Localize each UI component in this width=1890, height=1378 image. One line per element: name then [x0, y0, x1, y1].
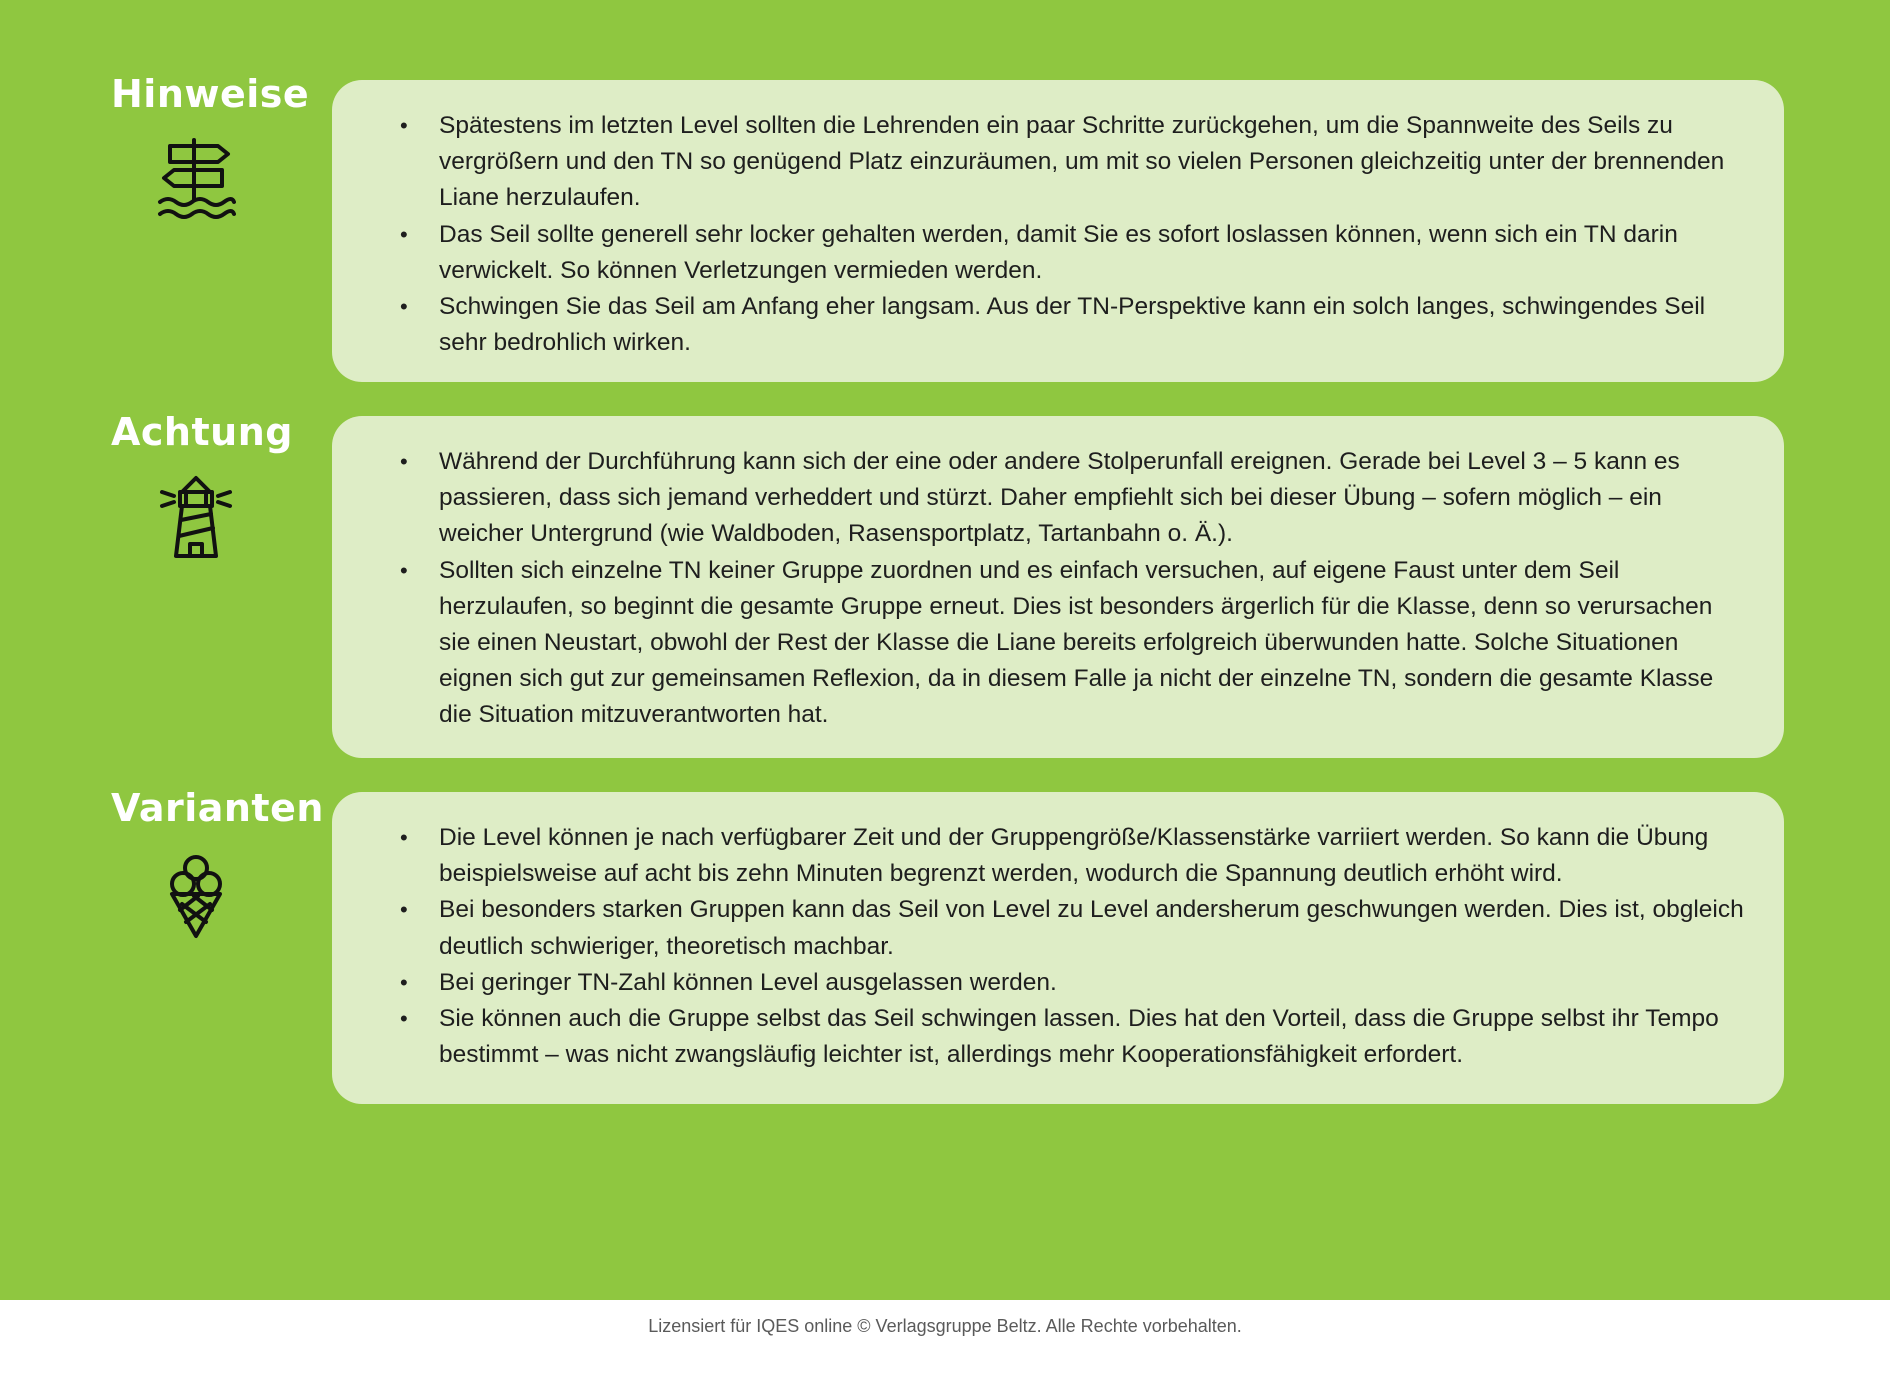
bullet: •: [400, 449, 408, 474]
list-item: • Bei besonders starken Gruppen kann das Seil von Level zu Level andersherum geschwungen werden. Dies ist, obgleich deutlich schwieriger, theoretisch machbar.: [368, 892, 1744, 964]
bullet: •: [400, 294, 408, 320]
bullet: •: [400, 221, 408, 247]
list-item: • Sie können auch die Gruppe selbst das Seil schwingen lassen. Dies hat den Vorteil, dass die Gruppe selbst ihr Tempo bestimmt – was nicht zwangsläufig leichter ist, allerdings mehr Kooperationsfähigkeit erfordert.: [368, 1001, 1744, 1073]
hinweise-box: [332, 80, 1784, 382]
signpost-icon: [156, 136, 236, 224]
list-item: • Spätestens im letzten Level sollten die Lehrenden ein paar Schritte zurückgehen, um die Spannweite des Seils zu vergrößern und den TN so genügend Platz einzuräumen, um mit so vielen Personen gleichzeitig unter der brennenden Liane herzulaufen.: [368, 108, 1744, 217]
bullet: •: [400, 557, 408, 583]
section-title-achtung: Achtung: [111, 410, 293, 454]
varianten-box: [332, 792, 1784, 1104]
hinweise-list: [368, 108, 1744, 361]
list-item: • Das Seil sollte generell sehr locker gehalten werden, damit Sie es sofort loslassen können, wenn sich ein TN darin verwickelt. So können Verletzungen vermieden werden.: [368, 217, 1744, 289]
section-title-hinweise: Hinweise: [111, 72, 310, 116]
bullet: •: [400, 113, 408, 138]
license-footer: Lizensiert für IQES online © Verlagsgruppe Beltz. Alle Rechte vorbehalten.: [648, 1316, 1242, 1336]
achtung-box: [332, 416, 1784, 758]
list-item: • Bei geringer TN-Zahl können Level ausgelassen werden.: [368, 965, 1744, 1001]
bullet: •: [400, 825, 408, 850]
list-item: • Schwingen Sie das Seil am Anfang eher langsam. Aus der TN-Perspektive kann ein solch langes, schwingendes Seil sehr bedrohlich wirken.: [368, 289, 1744, 361]
lighthouse-icon: [156, 472, 236, 560]
list-item: • Während der Durchführung kann sich der eine oder andere Stolperunfall ereignen. Gerade bei Level 3 – 5 kann es passieren, dass sich jemand verheddert und stürzt. Daher empfiehlt sich bei dieser Übung – sofern möglich – ein weicher Untergrund (wie Waldboden, Rasensportplatz, Tartanbahn o. Ä.).: [368, 444, 1744, 553]
section-title-varianten: Varianten: [111, 786, 324, 830]
ice-cream-cone-icon: [156, 852, 236, 940]
list-item: • Die Level können je nach verfügbarer Zeit und der Gruppengröße/Klassenstärke varriiert werden. So kann die Übung beispielsweise auf acht bis zehn Minuten begrenzt werden, wodurch die Spannung deutlich erhöht wird.: [368, 820, 1744, 892]
bullet: •: [400, 969, 408, 995]
bullet: •: [400, 897, 408, 923]
list-item: • Sollten sich einzelne TN keiner Gruppe zuordnen und es einfach versuchen, auf eigene Faust unter dem Seil herzulaufen, so beginnt die gesamte Gruppe erneut. Dies ist besonders ärgerlich für die Klasse, denn so verursachen sie einen Neustart, obwohl der Rest der Klasse die Liane bereits erfolgreich überwunden hatte. Solche Situationen eignen sich gut zur gemeinsamen Reflexion, da in diesem Falle ja nicht der einzelne TN, sondern die gesamte Klasse die Situation mitzuverantworten hat.: [368, 553, 1744, 734]
achtung-list: [368, 444, 1744, 734]
varianten-list: [368, 820, 1744, 1073]
bullet: •: [400, 1006, 408, 1032]
